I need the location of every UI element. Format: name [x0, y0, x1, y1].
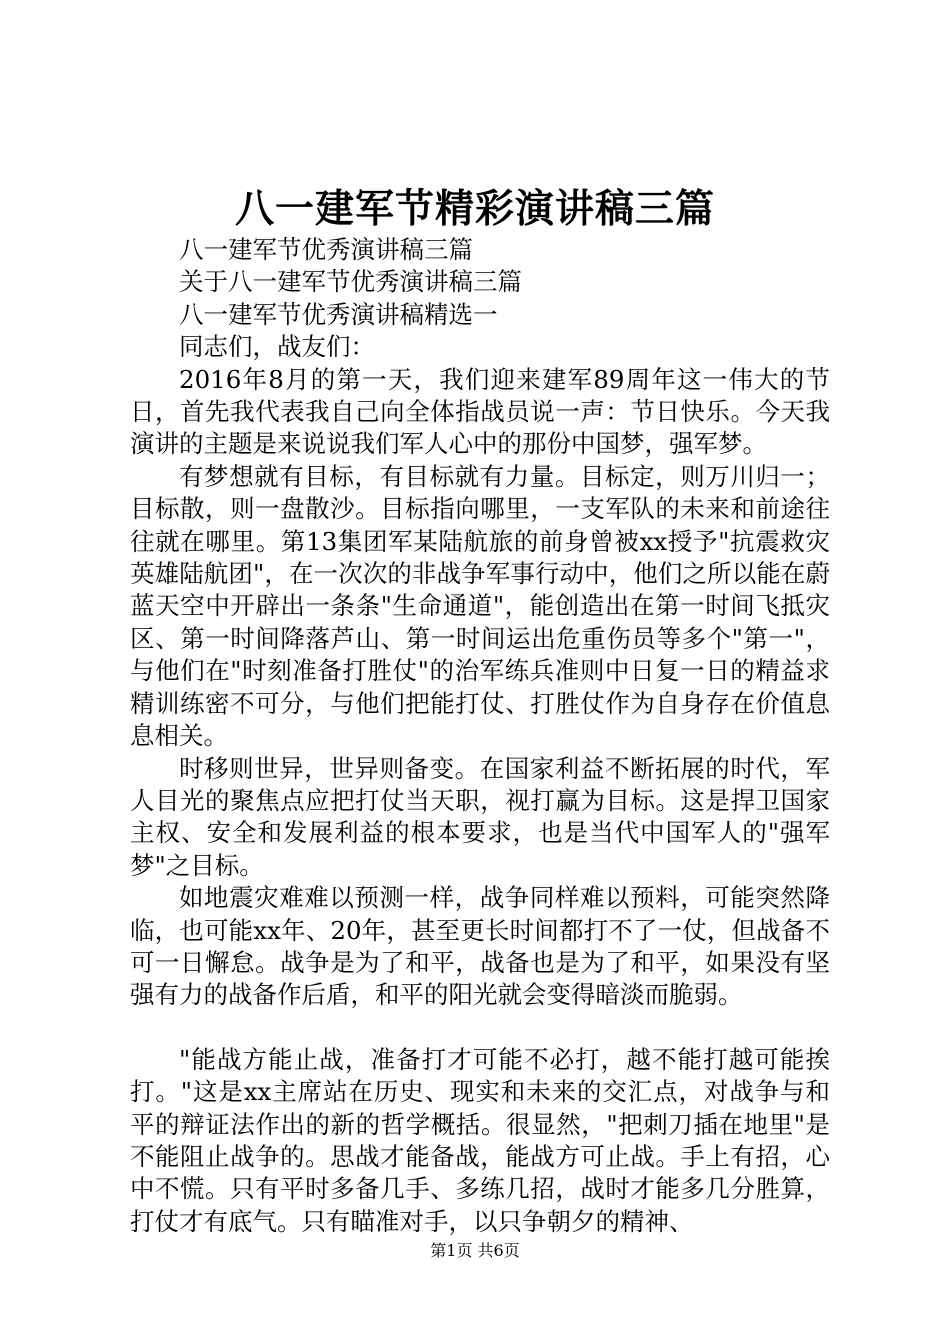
body-paragraph: 如地震灾难难以预测一样，战争同样难以预料，可能突然降临，也可能xx年、20年，甚至更长时间都打不了一仗，但战备不可一日懈怠。战争是为了和平，战备也是为了和平，如果没有坚强有力的战备作后盾，和平的阳光就会变得暗淡而脆弱。 — [130, 883, 830, 1010]
subtitle-line: 八一建军节优秀演讲稿精选一 — [179, 299, 498, 329]
body-paragraph: 有梦想就有目标，有目标就有力量。目标定，则万川归一；目标散，则一盘散沙。目标指向哪里，一支军队的未来和前途往往就在哪里。第13集团军某陆航旅的前身曾被xx授予"抗震救灾英雄陆航团"，在一次次的非战争军事行动中，他们之所以能在蔚蓝天空中开辟出一条条"生命通道"，能创造出在第一时间飞抵灾区、第一时间降落芦山、第一时间运出危重伤员等多个"第一"，与他们在"时刻准备打胜仗"的治军练兵准则中日复一日的精益求精训练密不可分，与他们把能打仗、打胜仗作为自身存在价值息息相关。 — [130, 461, 830, 751]
page-footer: 第1页 共6页 — [430, 1241, 520, 1260]
salutation: 同志们，战友们： — [179, 332, 375, 362]
body-paragraph: 时移则世异，世异则备变。在国家利益不断拓展的时代，军人目光的聚焦点应把打仗当天职，视打赢为目标。这是捍卫国家主权、安全和发展利益的根本要求，也是当代中国军人的"强军梦"之目标。 — [130, 753, 830, 880]
subtitle-line: 关于八一建军节优秀演讲稿三篇 — [179, 267, 522, 297]
document-body — [130, 234, 830, 1238]
body-paragraph: 2016年8月的第一天，我们迎来建军89周年这一伟大的节日，首先我代表我自己向全体指战员说一声：节日快乐。今天我演讲的主题是来说说我们军人心中的那份中国梦，强军梦。 — [130, 364, 830, 459]
subtitle-line: 八一建军节优秀演讲稿三篇 — [179, 235, 473, 264]
document-title: 八一建军节精彩演讲稿三篇 — [234, 186, 715, 232]
body-paragraph: "能战方能止战，准备打才可能不必打，越不能打越可能挨打。"这是xx主席站在历史、现实和未来的交汇点，对战争与和平的辩证法作出的新的哲学概括。很显然，"把刺刀插在地里"是不能阻止战争的。思战才能备战，能战方可止战。手上有招，心中不慌。只有平时多备几手、多练几招，战时才能多几分胜算，打仗才有底气。只有瞄准对手，以只争朝夕的精神、 — [130, 1044, 830, 1236]
